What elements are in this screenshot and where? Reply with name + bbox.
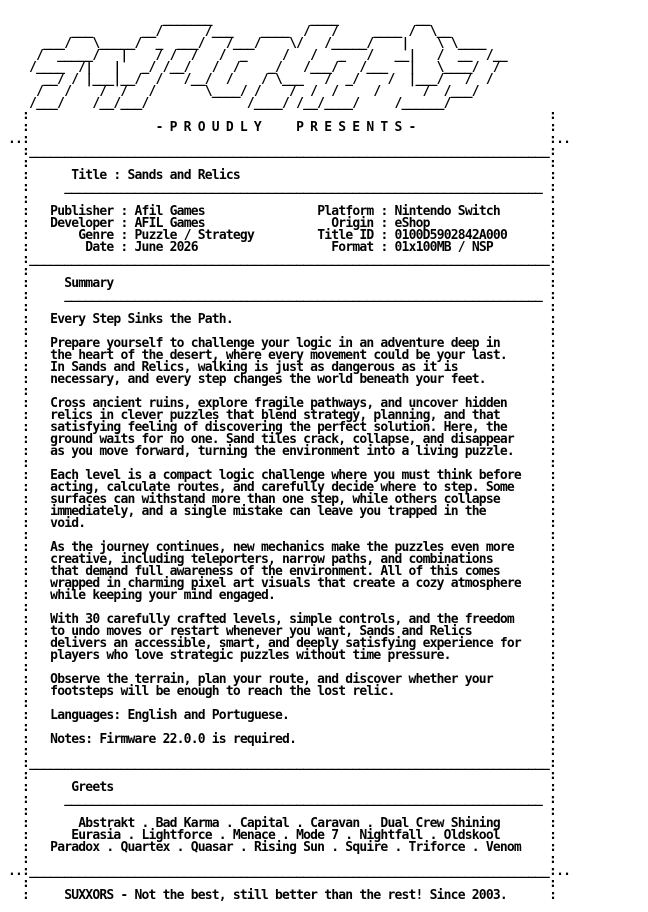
logo-art-line: __/ / |___|__/ / /__/ / / \___ / _/ / |___/ / / [8,72,507,87]
divider: : ____________________________________________________________________ : [8,792,557,807]
summary-text: Prepare yourself to challenge your logic in an adventure deep in [50,336,500,351]
summary-text: As the journey continues, new mechanics make the puzzles even more [50,540,514,555]
summary-line: : surfaces can withstand more than one step, while others collapse : [8,492,557,507]
summary-text: footsteps will be enough to reach the lost relic. [50,684,395,699]
divider: :__________________________________________________________________________: [8,756,557,771]
summary-text: Cross ancient ruins, explore fragile pathways, and uncover hidden [50,396,507,411]
frame-line: : : [8,528,557,543]
summary-line: : as you move forward, turning the environment into a living puzzle. : [8,444,557,459]
info-label: Origin [331,216,374,231]
greets-row: : Paradox . Quartex . Quasar . Rising Sun . Squire . Triforce . Venom : [8,840,557,855]
divider: :__________________________________________________________________________: [8,144,557,159]
frame-line: : : [8,876,557,891]
logo-art-line: / / / / / \____/ / / / / / / /___/ [8,84,500,99]
summary-line: : void. : [8,516,557,531]
presents-line: : - P R O U D L Y P R E S E N T S - : [8,120,557,135]
summary-line: : Prepare yourself to challenge your logic in an adventure deep in : [8,336,557,351]
summary-line: : As the journey continues, new mechanics make the puzzles even more : [8,540,557,555]
info-label: Title ID [317,228,374,243]
frame-line: : : [8,264,557,279]
logo-art-line: _______ ____ __ [8,12,500,27]
summary-line: : Each level is a compact logic challenge where you must think before : [8,468,557,483]
greets-row: : Abstrakt . Bad Karma . Capital . Caravan . Dual Crew Shining : [8,816,557,831]
info-value-date: June 2026 [134,240,198,255]
summary-text: players who love strategic puzzles without time pressure. [50,648,451,663]
frame-line: : : [8,696,557,711]
divider: :__________________________________________________________________________: [8,252,557,267]
summary-line: : Notes: Firmware 22.0.0 is required. : [8,732,557,747]
nfo-document [8,14,570,902]
info-value-platform: Nintendo Switch [394,204,500,219]
info-label: Publisher [50,204,114,219]
frame-line: : : [8,744,557,759]
summary-text: delivers an accessible, smart, and deeply satisfying experience for [50,636,521,651]
info-value-origin: eShop [394,216,430,231]
frame-line: : : [8,384,557,399]
presents-banner: - P R O U D L Y P R E S E N T S - [155,120,416,135]
info-value-genre: Puzzle / Strategy [134,228,254,243]
summary-line: : creative, including teleporters, narrow paths, and combinations : [8,552,557,567]
summary-heading-line: : Summary : [8,276,557,291]
frame-line: ..: :.. [8,132,571,147]
logo-art-line: / _____/ | / / / / _ / / _ / __| / __ /__ [8,48,514,63]
frame-line: : : [8,300,557,315]
logo-art-line: /____ /| | _/ /__/ / / _/ /___/ /___ | \____/ / [8,60,507,75]
info-row: : Date : June 2026 Format : 01x100MB / NSP : [8,240,557,255]
summary-line: : footsteps will be enough to reach the lost relic. : [8,684,557,699]
summary-line: : players who love strategic puzzles without time pressure. : [8,648,557,663]
summary-text: In Sands and Relics, walking is just as dangerous as it is [50,360,458,375]
summary-line: : Cross ancient ruins, explore fragile pathways, and uncover hidden : [8,396,557,411]
frame-line: : : [8,804,557,819]
summary-text: void. [50,516,86,531]
summary-text: With 30 carefully crafted levels, simple controls, and the freedom [50,612,514,627]
divider: ..:__________________________________________________________________________:.. [8,864,571,879]
frame-line: : : [8,768,557,783]
frame-line: : : [8,108,557,123]
greets-line: Paradox . Quartex . Quasar . Rising Sun . Squire . Triforce . Venom [50,840,521,855]
summary-text: Each level is a compact logic challenge where you must think before [50,468,521,483]
summary-text: immediately, and a single mistake can leave you trapped in the [50,504,486,519]
info-row: : Developer : AFIL Games Origin : eShop : [8,216,557,231]
summary-line: : that demand full awareness of the environment. All of this comes : [8,564,557,579]
frame-line: : : [8,156,557,171]
frame-line: : : [8,600,557,615]
summary-line: : necessary, and every step changes the world beneath your feet. : [8,372,557,387]
summary-line: : delivers an accessible, smart, and deeply satisfying experience for : [8,636,557,651]
info-value-titleid: 0100D5902842A000 [394,228,507,243]
frame-line: : : [8,456,557,471]
info-value-publisher: Afil Games [134,204,205,219]
greets-line: Abstrakt . Bad Karma . Capital . Caravan . Dual Crew Shining [78,816,500,831]
summary-line: : In Sands and Relics, walking is just as dangerous as it is : [8,360,557,375]
summary-text: satisfying feeling of discovering the perfect solution. Here, the [50,420,507,435]
summary-text: wrapped in charming pixel art visuals that create a cozy atmosphere [50,576,521,591]
divider: : ____________________________________________________________________ : [8,180,557,195]
info-label: Developer [50,216,114,231]
info-row: : Genre : Puzzle / Strategy Title ID : 0100D5902842A000 : [8,228,557,243]
frame-line: : : [8,324,557,339]
logo-art-line: /___/ /__/___/ /____/ /__/____/ /______/ [8,96,507,111]
logo-art-line: ___/ \_____/ _ ___/ /___/ \/ /_____/ | \ \____ [8,36,500,51]
summary-line: : immediately, and a single mistake can leave you trapped in the : [8,504,557,519]
info-label: Format [331,240,374,255]
summary-text: while keeping your mind engaged. [50,588,276,603]
greets-line: Eurasia . Lightforce . Menace . Mode 7 . Nightfall . Oldskool [71,828,500,843]
summary-line: : Languages: English and Portuguese. : [8,708,557,723]
footer-tagline: SUXXORS - Not the best, still better than the rest! Since 2003. [64,888,507,903]
summary-line: : while keeping your mind engaged. : [8,588,557,603]
frame-line: : : [8,660,557,675]
info-value-format: 01x100MB / NSP [394,240,493,255]
summary-line: : Observe the terrain, plan your route, and discover whether your : [8,672,557,687]
summary-line: : Every Step Sinks the Path. : [8,312,557,327]
summary-line: : ground waits for no one. Sand tiles crack, collapse, and disappear : [8,432,557,447]
frame-line: : : [8,720,557,735]
summary-line: : acting, calculate routes, and carefully decide where to step. Some : [8,480,557,495]
summary-text: Notes: Firmware 22.0.0 is required. [50,732,297,747]
footer-line: : SUXXORS - Not the best, still better than the rest! Since 2003. : [8,888,557,903]
summary-line: : relics in clever puzzles that blend strategy, planning, and that : [8,408,557,423]
summary-text: Observe the terrain, plan your route, and discover whether your [50,672,493,687]
summary-text: necessary, and every step changes the world beneath your feet. [50,372,486,387]
logo-art-line: ___ __/ /___ ____ / / ____ / \__ [8,24,500,39]
title-line: : Title : Sands and Relics : [8,168,557,183]
summary-text: the heart of the desert, where every movement could be your last. [50,348,507,363]
summary-text: surfaces can withstand more than one step, while others collapse [50,492,500,507]
summary-text: creative, including teleporters, narrow paths, and combinations [50,552,493,567]
info-label: Genre [78,228,114,243]
summary-text: Every Step Sinks the Path. [50,312,233,327]
summary-text: ground waits for no one. Sand tiles crack, collapse, and disappear [50,432,514,447]
summary-line: : wrapped in charming pixel art visuals that create a cozy atmosphere : [8,576,557,591]
section-heading: Summary [64,276,114,291]
summary-text: that demand full awareness of the environment. All of this comes [50,564,500,579]
greets-row: : Eurasia . Lightforce . Menace . Mode 7 . Nightfall . Oldskool : [8,828,557,843]
greets-heading-line: : Greets : [8,780,557,795]
summary-text: as you move forward, turning the environment into a living puzzle. [50,444,514,459]
summary-text: Languages: English and Portuguese. [50,708,290,723]
summary-text: acting, calculate routes, and carefully decide where to step. Some [50,480,514,495]
summary-line: : to undo moves or restart whenever you want, Sands and Relics : [8,624,557,639]
info-label: Date [85,240,114,255]
info-row: : Publisher : Afil Games Platform : Nintendo Switch : [8,204,557,219]
info-value-developer: AFIL Games [134,216,205,231]
divider: : ____________________________________________________________________ : [8,288,557,303]
section-heading: Greets [71,780,114,795]
game-title: Sands and Relics [127,168,240,183]
frame-line: : : [8,852,557,867]
summary-line: : satisfying feeling of discovering the perfect solution. Here, the : [8,420,557,435]
info-label: Platform [317,204,374,219]
summary-text: relics in clever puzzles that blend strategy, planning, and that [50,408,500,423]
summary-line: : the heart of the desert, where every movement could be your last. : [8,348,557,363]
summary-text: to undo moves or restart whenever you want, Sands and Relics [50,624,472,639]
summary-line: : With 30 carefully crafted levels, simple controls, and the freedom : [8,612,557,627]
frame-line: : : [8,192,557,207]
